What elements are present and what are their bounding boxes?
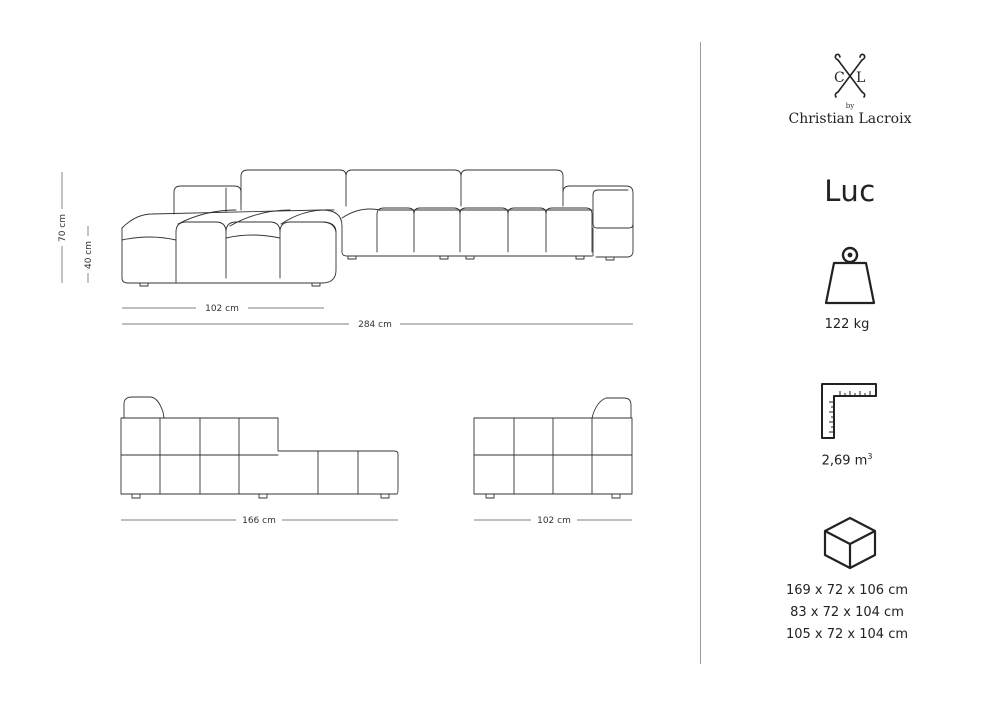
right-depth-label: 102 cm: [537, 516, 571, 526]
weight-icon: [822, 245, 878, 311]
svg-text:L: L: [856, 70, 866, 86]
volume-ruler-icon: [820, 382, 878, 444]
divider: [700, 42, 701, 664]
volume-unit-superscript: 3: [867, 452, 873, 461]
brand-by: by: [845, 102, 855, 110]
width-dimensions: [122, 304, 633, 330]
left-depth-label: 166 cm: [242, 516, 276, 526]
dimension-line-1: 169 x 72 x 106 cm: [785, 583, 909, 598]
cube-icon: [822, 515, 878, 575]
brand-name: Christian Lacroix: [788, 111, 912, 127]
right-depth-dimension: [474, 516, 632, 526]
right-side-view: [474, 398, 632, 498]
dimension-line-2: 83 x 72 x 104 cm: [790, 605, 904, 620]
volume-value: [747, 452, 947, 468]
product-name: Luc: [824, 174, 876, 208]
weight-value: 122 kg: [824, 317, 870, 332]
front-view: [122, 170, 633, 286]
total-width-label: 284 cm: [358, 320, 392, 330]
height-dimensions: [58, 172, 94, 283]
height-total-label: 70 cm: [58, 213, 68, 243]
volume-number: 2,69 m: [821, 453, 868, 469]
left-depth-dimension: [121, 516, 398, 526]
dimension-line-3: 105 x 72 x 104 cm: [785, 627, 909, 642]
height-seat-label: 40 cm: [84, 240, 94, 270]
svg-text:C: C: [834, 70, 845, 86]
chaise-width-label: 102 cm: [205, 304, 239, 314]
cxl-monogram-icon: [828, 52, 872, 98]
left-side-view: [121, 397, 398, 498]
brand-logo: [770, 52, 930, 127]
